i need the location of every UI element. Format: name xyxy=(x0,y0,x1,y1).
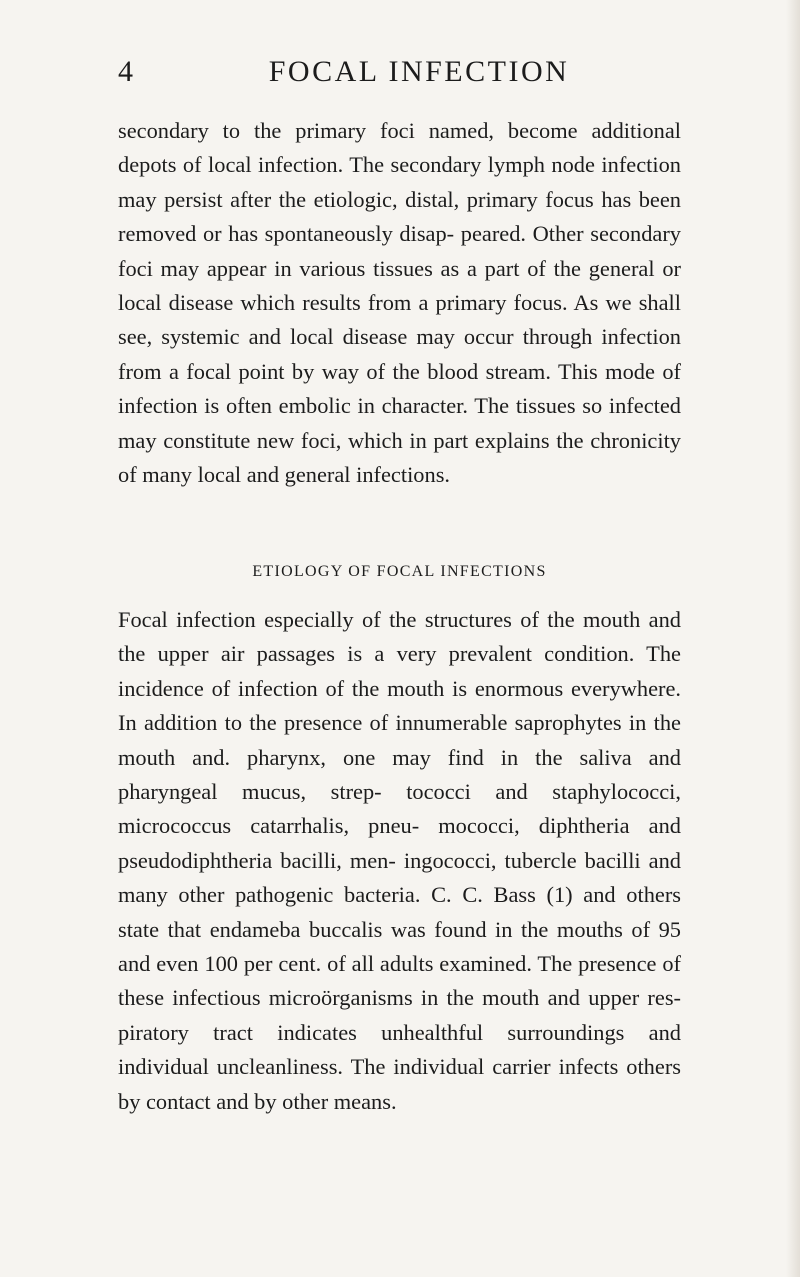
page-number: 4 xyxy=(118,55,134,88)
page-edge-shadow xyxy=(786,0,800,1277)
paragraph-block-2 xyxy=(118,603,681,1119)
body-paragraph-2: Focal infection especially of the structures of the mouth and the upper air passages is a very prevalent condition. The incidence of infection of the mouth is enormous everywhere. In addition to the presence of innumerable saprophytes in the mouth and. pharynx, one may find in the saliva and pharyngeal mucus, strep- tococci and staphylococci, micrococcus catarrhalis, pneu- mococci, diphtheria and pseudodiphtheria bacilli, men- ingococci, tubercle bacilli and many other pathogenic bacteria. C. C. Bass (1) and others state that endameba buccalis was found in the mouths of 95 and even 100 per cent. of all adults examined. The presence of these infectious microörganisms in the mouth and upper res- piratory tract indicates unhealthful surroundings and individual uncleanliness. The individual carrier infects others by contact and by other means. xyxy=(118,607,681,1114)
running-head xyxy=(118,52,680,92)
paragraph-block-1 xyxy=(118,114,681,492)
body-paragraph-1: secondary to the primary foci named, become additional depots of local infection. The secondary lymph node infection may persist after the etiologic, distal, primary focus has been removed or has spontaneously disap- peared. Other secondary foci may appear in various tissues as a part of the general or local disease which results from a primary focus. As we shall see, systemic and local disease may occur through infection from a focal point by way of the blood stream. This mode of infection is often embolic in character. The tissues so infected may constitute new foci, which in part explains the chronicity of many local and general infections. xyxy=(118,118,681,488)
section-heading: ETIOLOGY OF FOCAL INFECTIONS xyxy=(252,563,547,580)
running-title: FOCAL INFECTION xyxy=(268,55,570,88)
